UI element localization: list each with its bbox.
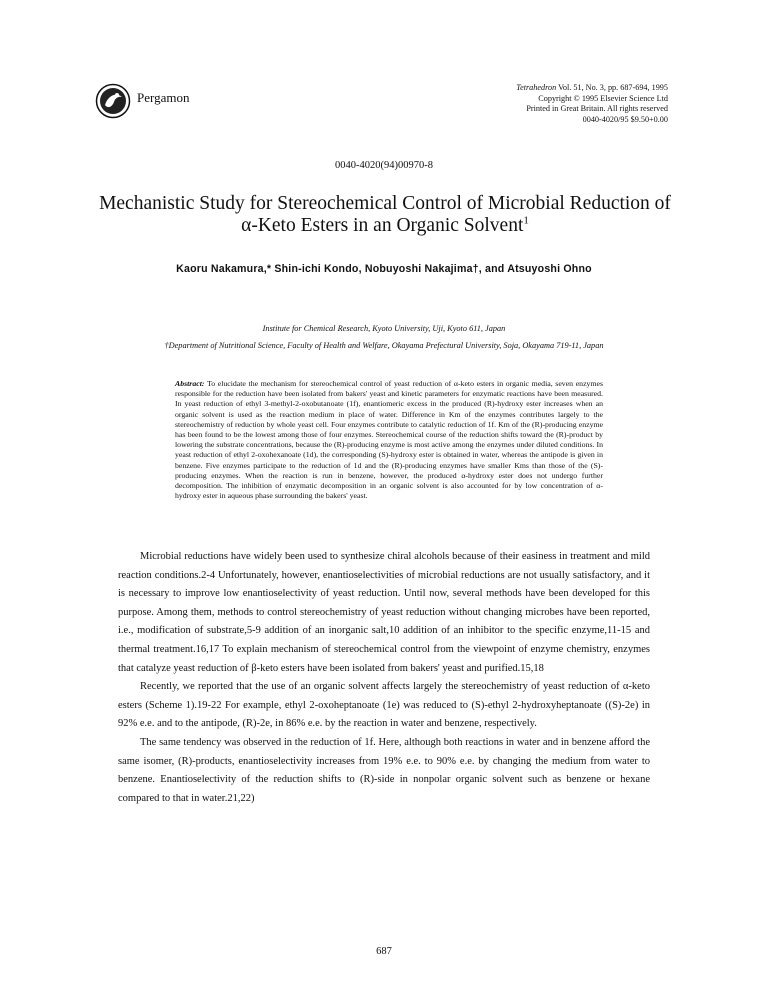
document-id: 0040-4020(94)00970-8 xyxy=(335,160,433,171)
abstract xyxy=(175,379,603,501)
paragraph-1: Microbial reductions have widely been used to synthesize chiral alcohols because of their easiness in treatment and mild reaction conditions.2-4 Unfortunately, however, enantioselectivities of microbial reductions are not usually satisfactory, and it is necessary to improve low enantioselectivity of yeast reduction. Until now, several methods have been developed for this purpose. Among them, methods to control stereochemistry of yeast reduction without changing microbes have been reported, i.e., modification of substrate,5-9 addition of an inorganic salt,10 addition of an inhibitor to the specific enzyme,11-15 and thermal treatment.16,17 To explain mechanism of stereochemical control from the viewpoint of enzyme chemistry, enzymes that catalyze yeast reduction of β-keto esters have been isolated from bakers' yeast and purified.15,18 xyxy=(118,551,650,674)
copyright-line: Copyright © 1995 Elsevier Science Ltd xyxy=(538,93,668,103)
price-line: 0040-4020/95 $9.50+0.00 xyxy=(582,114,668,124)
title-line-2 xyxy=(80,215,690,237)
journal-name: Tetrahedron xyxy=(516,83,557,92)
citation-block xyxy=(516,83,668,125)
publisher-name: Pergamon xyxy=(137,90,190,105)
author-list: Kaoru Nakamura,* Shin-ichi Kondo, Nobuyoshi Nakajima†, and Atsuyoshi Ohno xyxy=(176,263,592,275)
title-line-2-text: α-Keto Esters in an Organic Solvent xyxy=(241,214,524,236)
title-line-1: Mechanistic Study for Stereochemical Control of Microbial Reduction of xyxy=(99,193,671,214)
page-number: 687 xyxy=(376,946,392,957)
paragraph-2: Recently, we reported that the use of an organic solvent affects largely the stereochemistry of yeast reduction of α-keto esters (Scheme 1).19-22 For example, ethyl 2-oxoheptanoate (1e) was reduced to (S)-ethyl 2-hydroxyheptanoate ((S)-2e) in 92% e.e. and to the antipode, (R)-2e, in 86% e.e. by the reaction in water and benzene, respectively. xyxy=(118,681,650,730)
title-footnote-mark: 1 xyxy=(523,214,529,226)
paper-title xyxy=(80,193,690,236)
volume-pages: Vol. 51, No. 3, pp. 687-694, 1995 xyxy=(556,83,668,92)
abstract-label: Abstract: xyxy=(175,379,205,388)
body-text xyxy=(118,548,650,808)
printed-line: Printed in Great Britain. All rights reserved xyxy=(526,104,668,114)
paragraph-3: The same tendency was observed in the reduction of 1f. Here, although both reactions in water and in benzene afford the same isomer, (R)-products, enantioselectivity increases from 19% e.e. to 90% e.e. by changing the medium from water to benzene. Enantioselectivity of the reduction shifts to (R)-side in nonpolar organic solvent such as benzene or hexane compared to that in water.21,22) xyxy=(118,736,650,804)
citation-line-journal xyxy=(516,83,668,94)
pergamon-logo-icon xyxy=(95,83,131,119)
affiliation-1: Institute for Chemical Research, Kyoto University, Uji, Kyoto 611, Japan xyxy=(262,324,506,333)
abstract-text: To elucidate the mechanism for stereochemical control of yeast reduction of α-keto esters in organic media, seven enzymes responsible for the reduction have been isolated from bakers' yeast and kinetic parameters for enzymatic reactions have been measured. In yeast reduction of ethyl 3-methyl-2-oxobutanoate (1f), enantiomeric excess in the produced (R)-hydroxy ester increases when an organic solvent is used as the reaction medium in place of water. Difference in Km of the enzymes contributes largely to the stereochemistry of reduction by whole yeast cell. Four enzymes contribute to catalytic reduction of 1f. Km of the (R)-producing enzyme has been found to be the lowest among those of four enzymes. Stereochemical course of the reduction shifts toward the (R)-product by lowering the substrate concentrations, because the (R)-producing enzyme is most active among the enzymes under diluted conditions. In yeast reduction of ethyl 2-oxohexanoate (1d), the corresponding (S)-hydroxy ester is obtained in water, whereas the antipode is given in benzene. Five enzymes participate to the reduction of 1d and the (R)-producing enzymes have smaller Kms than those of the (S)-producing enzymes. When the reaction is run in benzene, however, the produced α-hydroxy ester does not undergo further decomposition. The inhibition of enzymatic decomposition in an organic solvent is also accounted for by low concentration of α-hydroxy ester in aqueous phase surrounding the bakers' yeast. xyxy=(175,379,603,501)
affiliation-2: †Department of Nutritional Science, Faculty of Health and Welfare, Okayama Prefectural University, Soja, Okayama 719-11, Japan xyxy=(164,341,604,350)
